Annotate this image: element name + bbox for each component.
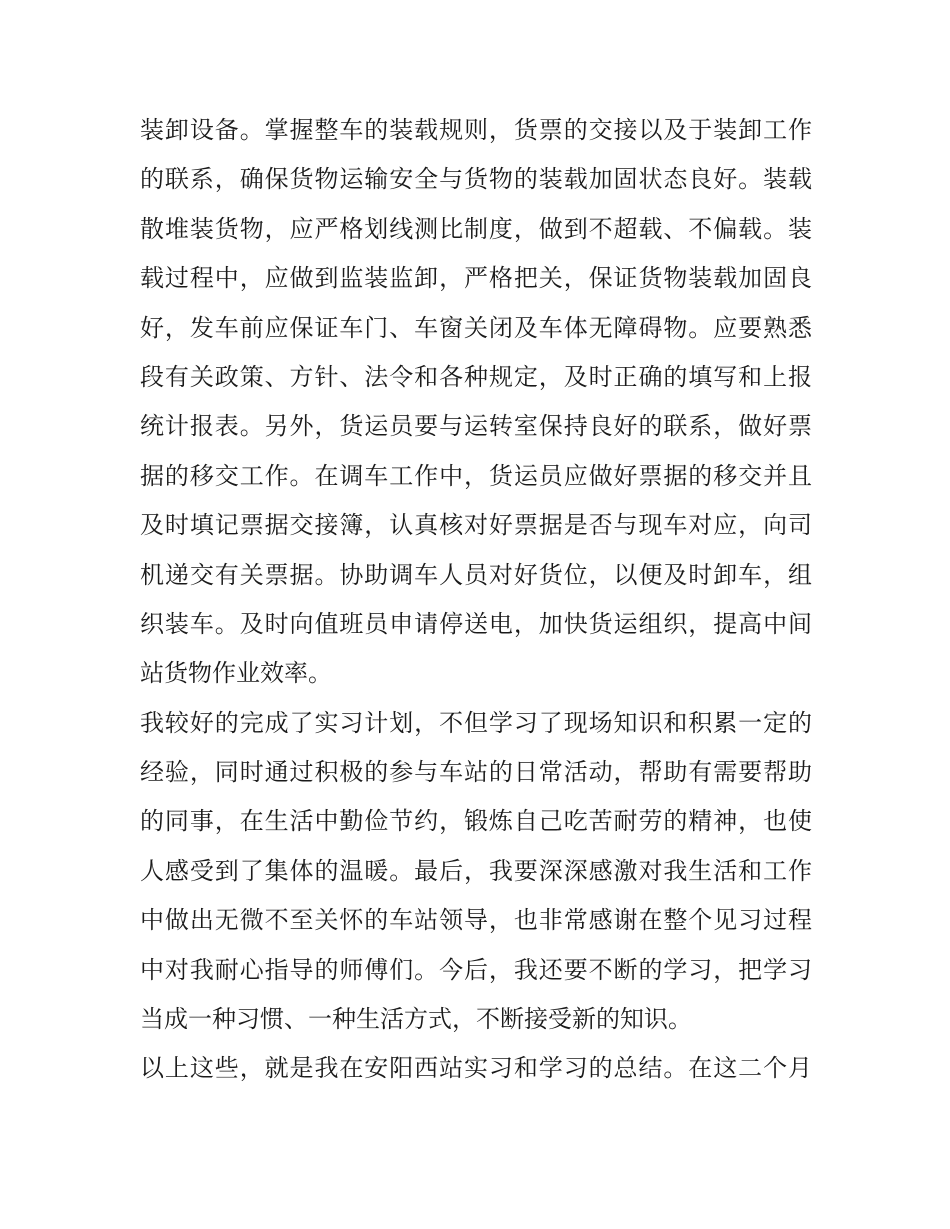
text-line: 散堆装货物，应严格划线测比制度，做到不超载、不偏载。装 (140, 214, 812, 243)
text-line: 的同事，在生活中勤俭节约，锻炼自己吃苦耐劳的精神，也使 (140, 807, 812, 836)
paragraph-2 (140, 699, 812, 1045)
text-line: 载过程中，应做到监装监卸，严格把关，保证货物装载加固良 (140, 264, 812, 293)
text-line: 段有关政策、方针、法令和各种规定，及时正确的填写和上报 (140, 362, 812, 391)
text-line: 机递交有关票据。协助调车人员对好货位，以便及时卸车，组 (140, 560, 812, 589)
paragraph-3 (140, 1044, 812, 1093)
text-line: 当成一种习惯、一种生活方式，不断接受新的知识。 (140, 1005, 692, 1034)
text-line: 中对我耐心指导的师傅们。今后，我还要不断的学习，把学习 (140, 955, 812, 984)
text-line: 人感受到了集体的温暖。最后，我要深深感激对我生活和工作 (140, 856, 812, 885)
document-body (140, 106, 812, 1094)
text-line: 我较好的完成了实习计划，不但学习了现场知识和积累一定的 (140, 708, 812, 737)
text-line: 好，发车前应保证车门、车窗关闭及车体无障碍物。应要熟悉 (140, 313, 812, 342)
text-line: 装卸设备。掌握整车的装载规则，货票的交接以及于装卸工作 (140, 116, 812, 144)
text-line: 织装车。及时向值班员申请停送电，加快货运组织，提高中间 (140, 609, 812, 638)
text-line: 统计报表。另外，货运员要与运转室保持良好的联系，做好票 (140, 412, 812, 441)
text-line: 经验，同时通过积极的参与车站的日常活动，帮助有需要帮助 (140, 758, 812, 787)
text-line: 的联系，确保货物运输安全与货物的装载加固状态良好。装载 (140, 165, 812, 194)
paragraph-1 (140, 106, 812, 699)
text-line: 据的移交工作。在调车工作中，货运员应做好票据的移交并且 (140, 461, 812, 490)
text-line: 站货物作业效率。 (140, 659, 332, 688)
text-line: 中做出无微不至关怀的车站领导，也非常感谢在整个见习过程 (140, 906, 812, 935)
text-line: 及时填记票据交接簿，认真核对好票据是否与现车对应，向司 (140, 511, 812, 540)
text-line: 以上这些，就是我在安阳西站实习和学习的总结。在这二个月 (140, 1054, 812, 1083)
